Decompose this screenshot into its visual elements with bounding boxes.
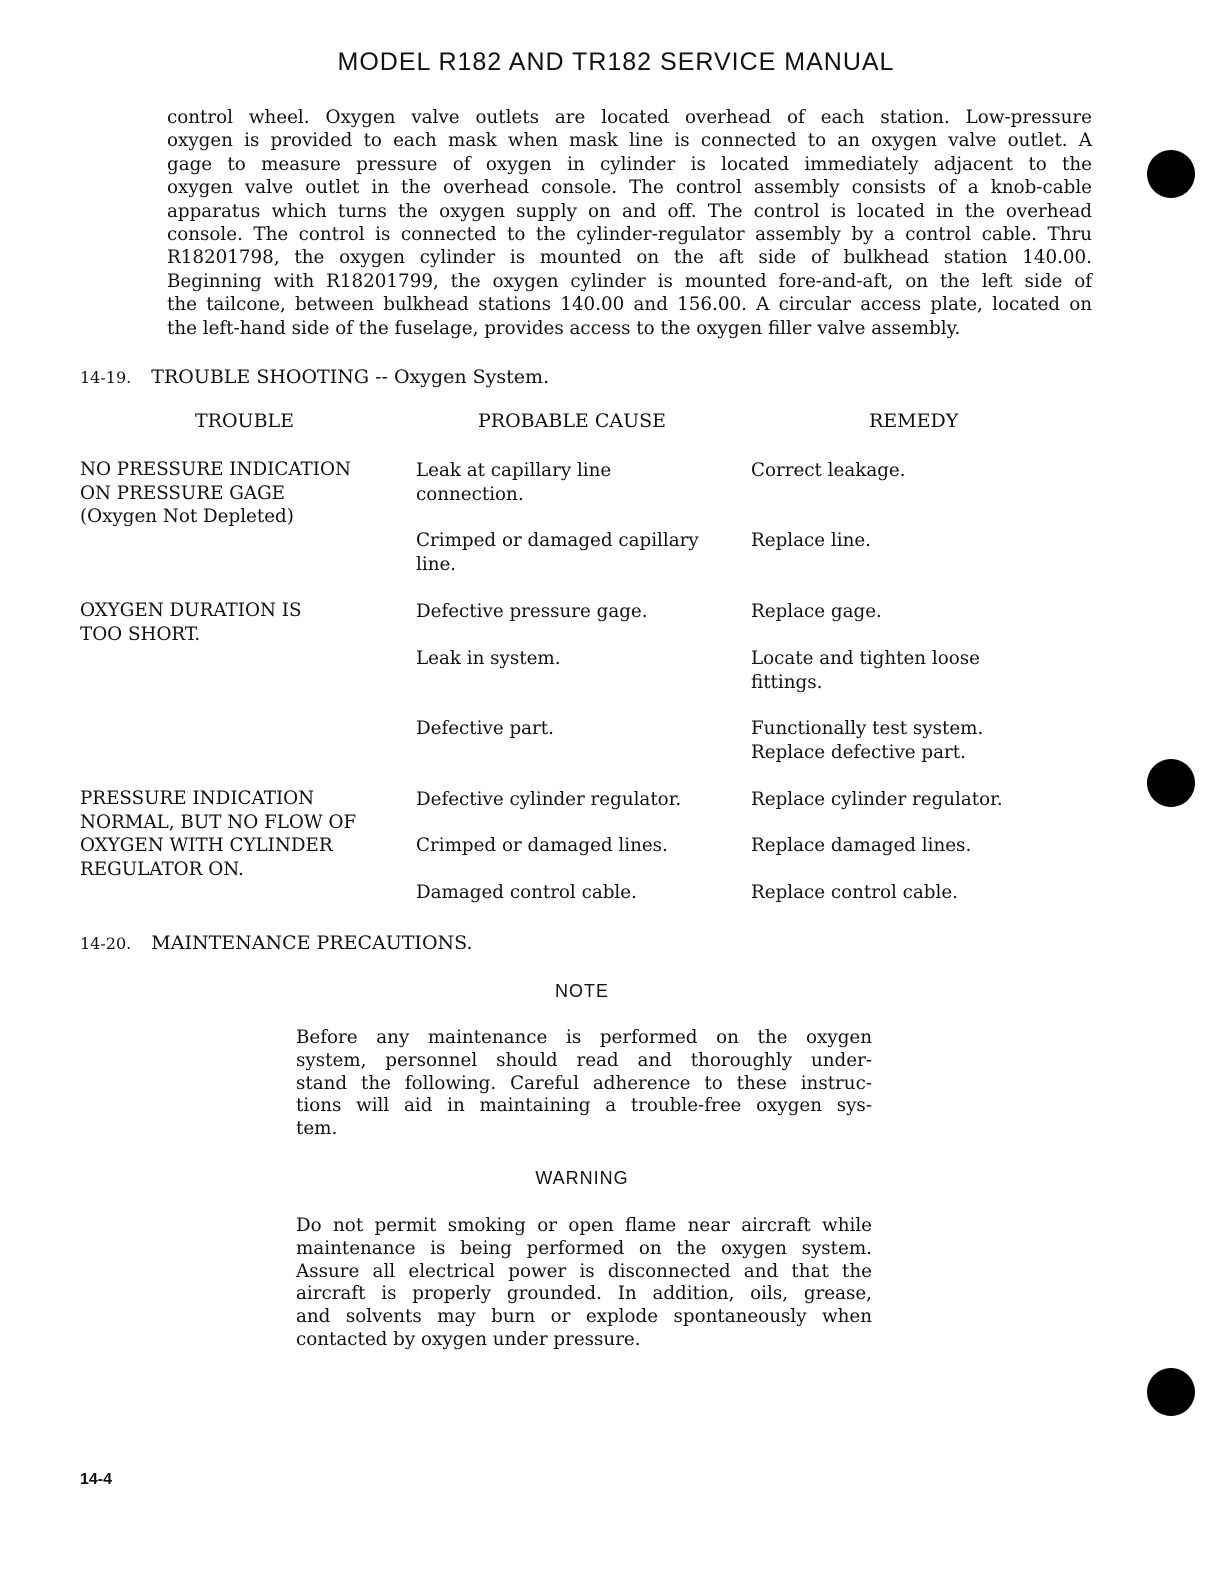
remedy-line: Replace cylinder regulator. xyxy=(751,789,1003,810)
trouble-line: ON PRESSURE GAGE xyxy=(80,482,286,504)
note-line: Before any maintenance is performed on the oxygen xyxy=(296,1027,872,1048)
section-title: TROUBLE SHOOTING -- Oxygen System. xyxy=(151,366,550,388)
cause-cell xyxy=(416,788,741,812)
punch-hole xyxy=(1147,759,1195,807)
cause-line: Defective part. xyxy=(416,718,554,739)
cause-cell xyxy=(416,647,741,671)
column-header-trouble: TROUBLE xyxy=(195,410,295,432)
remedy-line: Replace defective part. xyxy=(751,741,966,763)
remedy-cell xyxy=(751,788,1081,812)
intro-line: console. The control is connected to the cylinder-regulator assembly by a control cable. Thru xyxy=(167,224,1092,246)
trouble-line: NORMAL, BUT NO FLOW OF xyxy=(80,811,357,833)
trouble-line: TOO SHORT. xyxy=(80,623,201,645)
remedy-line: Correct leakage. xyxy=(751,460,906,481)
note-title: NOTE xyxy=(554,981,609,1001)
note-line: system, personnel should read and thoroughly under- xyxy=(296,1049,872,1071)
column-header-remedy: REMEDY xyxy=(869,410,959,432)
cause-line: Defective pressure gage. xyxy=(416,601,648,622)
remedy-line: Functionally test system. xyxy=(751,718,984,739)
remedy-line: Replace line. xyxy=(751,530,871,551)
intro-line: the left-hand side of the fuselage, provides access to the oxygen filler valve assembly. xyxy=(167,317,961,339)
warning-line: Do not permit smoking or open flame near aircraft while xyxy=(296,1215,872,1236)
remedy-line: Replace damaged lines. xyxy=(751,835,972,856)
remedy-cell xyxy=(751,647,1081,694)
trouble-line: NO PRESSURE INDICATION xyxy=(80,459,351,480)
warning-title: WARNING xyxy=(535,1168,629,1188)
intro-line: oxygen valve outlet in the overhead console. The control assembly consists of a knob-cable xyxy=(167,177,1092,199)
remedy-line: Locate and tighten loose xyxy=(751,648,980,669)
remedy-line: Replace gage. xyxy=(751,601,882,622)
remedy-cell xyxy=(751,529,1081,553)
trouble-line: REGULATOR ON. xyxy=(80,858,244,880)
intro-line: oxygen is provided to each mask when mask line is connected to an oxygen valve outlet. A xyxy=(167,130,1092,152)
intro-line: gage to measure pressure of oxygen in cylinder is located immediately adjacent to the xyxy=(167,153,1092,175)
remedy-cell xyxy=(751,881,1081,905)
intro-line: the tailcone, between bulkhead stations 140.00 and 156.00. A circular access plate, located on xyxy=(167,294,1092,316)
remedy-line: Replace control cable. xyxy=(751,882,958,903)
cause-cell xyxy=(416,881,741,905)
cause-line: connection. xyxy=(416,483,524,505)
warning-line: maintenance is being performed on the oxygen system. xyxy=(296,1237,872,1259)
section-title: MAINTENANCE PRECAUTIONS. xyxy=(151,932,473,954)
trouble-entry xyxy=(80,599,400,646)
intro-line: R18201798, the oxygen cylinder is mounted on the aft side of bulkhead station 140.00. xyxy=(167,247,1092,269)
trouble-line: OXYGEN DURATION IS xyxy=(80,600,302,621)
note-paragraph xyxy=(296,1027,872,1141)
remedy-cell xyxy=(751,600,1081,624)
remedy-cell xyxy=(751,459,1081,483)
section-number: 14-20. xyxy=(80,934,132,953)
trouble-line: PRESSURE INDICATION xyxy=(80,788,315,809)
section-number: 14-19. xyxy=(80,368,132,387)
intro-line: apparatus which turns the oxygen supply on and off. The control is located in the overhead xyxy=(167,200,1092,222)
cause-cell xyxy=(416,600,741,624)
warning-line: Assure all electrical power is disconnected and that the xyxy=(296,1260,872,1282)
cause-line: Leak in system. xyxy=(416,648,561,669)
warning-line: aircraft is properly grounded. In addition, oils, grease, xyxy=(296,1283,872,1305)
cause-line: Leak at capillary line xyxy=(416,460,612,481)
intro-line: control wheel. Oxygen valve outlets are located overhead of each station. Low-pressure xyxy=(167,107,1092,128)
cause-line: line. xyxy=(416,553,457,575)
cause-line: Damaged control cable. xyxy=(416,882,637,903)
trouble-entry xyxy=(80,787,400,881)
trouble-entry xyxy=(80,458,400,529)
note-line: tions will aid in maintaining a trouble-free oxygen sys- xyxy=(296,1095,872,1117)
cause-cell xyxy=(416,834,741,858)
warning-line: and solvents may burn or explode spontaneously when xyxy=(296,1306,872,1328)
cause-line: Crimped or damaged lines. xyxy=(416,835,668,856)
warning-line: contacted by oxygen under pressure. xyxy=(296,1328,641,1350)
cause-cell xyxy=(416,717,741,741)
remedy-line: fittings. xyxy=(751,671,823,693)
cause-line: Crimped or damaged capillary xyxy=(416,530,699,551)
page-number: 14-4 xyxy=(80,1471,113,1488)
cause-line: Defective cylinder regulator. xyxy=(416,789,682,810)
trouble-line: (Oxygen Not Depleted) xyxy=(80,506,294,527)
cause-cell xyxy=(416,529,741,576)
remedy-cell xyxy=(751,834,1081,858)
punch-hole xyxy=(1147,150,1195,198)
note-line: tem. xyxy=(296,1118,338,1140)
remedy-cell xyxy=(751,717,1081,764)
intro-paragraph xyxy=(167,106,1092,340)
warning-paragraph xyxy=(296,1215,872,1352)
punch-hole xyxy=(1147,1368,1195,1416)
intro-line: Beginning with R18201799, the oxygen cylinder is mounted fore-and-aft, on the left side of xyxy=(167,270,1092,292)
trouble-line: OXYGEN WITH CYLINDER xyxy=(80,835,333,856)
cause-cell xyxy=(416,459,741,506)
page-header: MODEL R182 AND TR182 SERVICE MANUAL xyxy=(337,48,895,76)
section-heading-14-20 xyxy=(80,932,473,954)
section-heading-14-19 xyxy=(80,366,549,388)
column-header-cause: PROBABLE CAUSE xyxy=(478,410,666,432)
note-line: stand the following. Careful adherence to these instruc- xyxy=(296,1072,872,1094)
